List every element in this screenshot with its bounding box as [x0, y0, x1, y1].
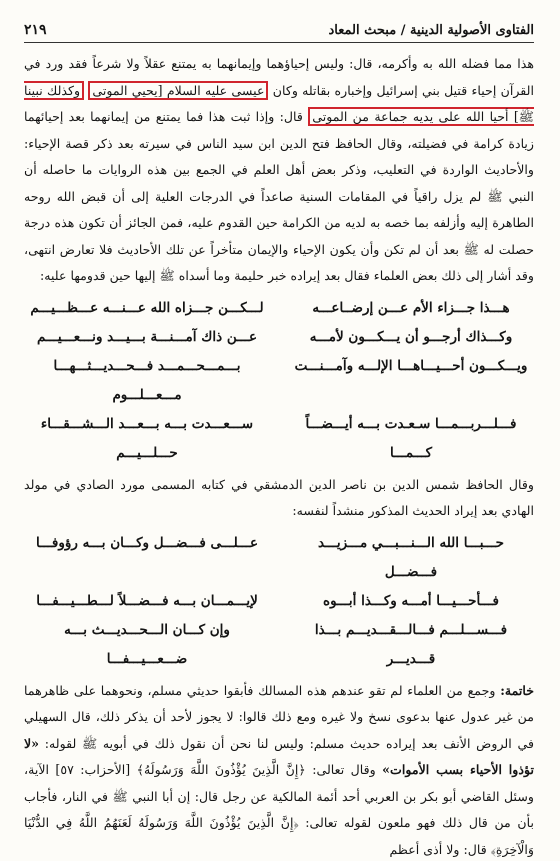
verse: [30, 323, 528, 352]
paragraph-khatima: [24, 678, 534, 861]
hemistich: عـــلـــى فـــضـــل وكـــان بـــه رؤوفـــا: [35, 534, 259, 551]
intro-line-3-end: قال: وإذا ثبت هذا فما يمتنع من: [134, 109, 303, 124]
hemistich: لـــكـــن جـــزاه الله عـــنـــه عـــظـــيـــم: [30, 299, 264, 316]
verse: [30, 294, 528, 323]
hemistich: وإن كـــان الـــحـــديـــث بـــه ضـــعـــيـــفـــا: [64, 621, 230, 667]
highlight-box-2: وكذلك نبينا ﷺ] أحيا الله على يديه جماعة من الموتى: [24, 82, 534, 124]
hemistich: بـــمـــحـــمـــد فـــحـــديـــثـــهـــا مـــعـــلـــوم: [53, 357, 241, 403]
hadith-quote: «لا تؤذوا الأحياء بسب الأموات»: [24, 735, 534, 777]
hemistich: ســـعـــدت بـــه بـــعـــد الـــشـــقـــاء حـــلـــيـــم: [40, 415, 254, 461]
page-header: [24, 22, 534, 43]
hemistich: ويـــكـــون أحـــيـــاهـــا الإلـــه وآمـــنـــت: [294, 357, 528, 374]
hemistich: هـــذا جـــزاء الأم عـــن إرضــاعـــه: [312, 299, 510, 316]
poem-2: [30, 529, 528, 674]
intro-line-2-start: ورد في القرآن إحياء قتيل بني إسرائيل وإخباره بقاتله وكان: [24, 56, 534, 98]
verse: [30, 587, 528, 616]
hemistich: فـــســـلـــم فـــالـــقـــديـــم بـــذا قـــديـــر: [314, 621, 508, 667]
hemistich: عـــن ذاك آمـــنـــة بـــيـــد ونـــعـــيـــم: [37, 328, 258, 345]
highlight-box-1: عيسى عليه السلام [يحيي الموتى: [88, 81, 268, 100]
paragraph-intro: [24, 51, 534, 290]
khatima-text: وجمع من العلماء لم تقو عندهم هذه المسالك فأبقوا حديثي مسلم، ونحوهما على ظاهرهما من غير عدول عنها بدعوى نسخ ولا غيره ومع ذلك قالوا: لا يجوز لأحد أن يذكر ذلك، قال السهيلي في الروض الأنف بعد إيراده حديث مسلم: وليس لنا نحن أن نقول ذلك في أبويه ﷺ لقوله:: [24, 682, 534, 751]
hemistich: فـــلـــربـــمـــا سـعـدت بـــه أيـــضـــاً كـــمـــا: [305, 415, 517, 461]
hemistich: لإيـــمـــان بـــه فـــضـــلاً لـــطـــيـــفـــا: [36, 592, 258, 609]
hemistich: وكـــذاك أرجـــو أن يـــكـــون لأمـــه: [309, 328, 513, 345]
poem-1: [30, 294, 528, 468]
verse: [30, 352, 528, 410]
khatima-label: خاتمة:: [500, 682, 534, 698]
intro-rest: إيمانهما بعد إحيائهما زيادة كرامة في فضيلته، وقال الحافظ فتح الدين ابن سيد الناس في سيرته بعد ذكر قصة الإحياء: والأحاديث الواردة في التعليب، وذكر بعض أهل العلم في الجمع بين هذه الروايات ما حاصله أن النبي ﷺ لم يزل راقياً في المقامات السنية صاعداً في الدرجات العلية إلى أن قبض الله روحه الطاهرة إليه وأزلفه بما خصه به لديه من الكرامة حين القدوم عليه، فمن الجائز أن تكون هذه درجة حصلت له ﷺ بعد أن لم تكن وأن يكون الإحياء والإيمان متأخراً عن تلك الأحاديث فلا تعارض انتهى، وقد أشار إلى ذلك بعض العلماء فقال بعد إيراده خبر حليمة وما أسداه ﷺ إليها حين قدومها عليه:: [24, 109, 534, 283]
page-number: ٢١٩: [24, 22, 47, 38]
verse: [30, 529, 528, 587]
paragraph-ibn-nasir: وقال الحافظ شمس الدين بن ناصر الدين الدمشقي في كتابه المسمى مورد الصادي في مولد الهادي بعد إيراد الحديث المذكور منشداً لنفسه:: [24, 476, 534, 518]
hemistich: فـــأحـــيـــا أمـــه وكـــذا أبـــوه: [323, 592, 499, 609]
khatima-text-2: وقال تعالى: ﴿إِنَّ الَّذِينَ يُؤْذُونَ اللَّهَ وَرَسُولَهُ﴾ [الأحزاب: ٥٧] الآية، وسئل القاضي أبو بكر بن العربي أحد أئمة المالكية عن رجل قال: إن أبا النبي ﷺ في النار، فأجاب بأن من قال ذلك فهو ملعون لقوله تعالى: ﴿إِنَّ الَّذِينَ يُؤْذُونَ اللَّهَ وَرَسُولَهُ لَعَنَهُمُ اللَّهُ فِي الدُّنْيَا وَالْآخِرَةِ﴾ قال: ولا أذى أعظم: [24, 762, 534, 857]
hemistich: حـــبـــا الله الـــنـــبـــي مـــزيـــد فـــضـــل: [317, 534, 504, 580]
running-title: الفتاوى الأصولية الدينية / مبحث المعاد: [328, 23, 534, 38]
intro-line-1: هذا مما فضله الله به وأكرمه، قال: وليس إحياؤهما وإيمانهما به يمتنع عقلاً ولا شرعاً فقد: [68, 56, 534, 71]
verse: [30, 410, 528, 468]
verse: [30, 616, 528, 674]
